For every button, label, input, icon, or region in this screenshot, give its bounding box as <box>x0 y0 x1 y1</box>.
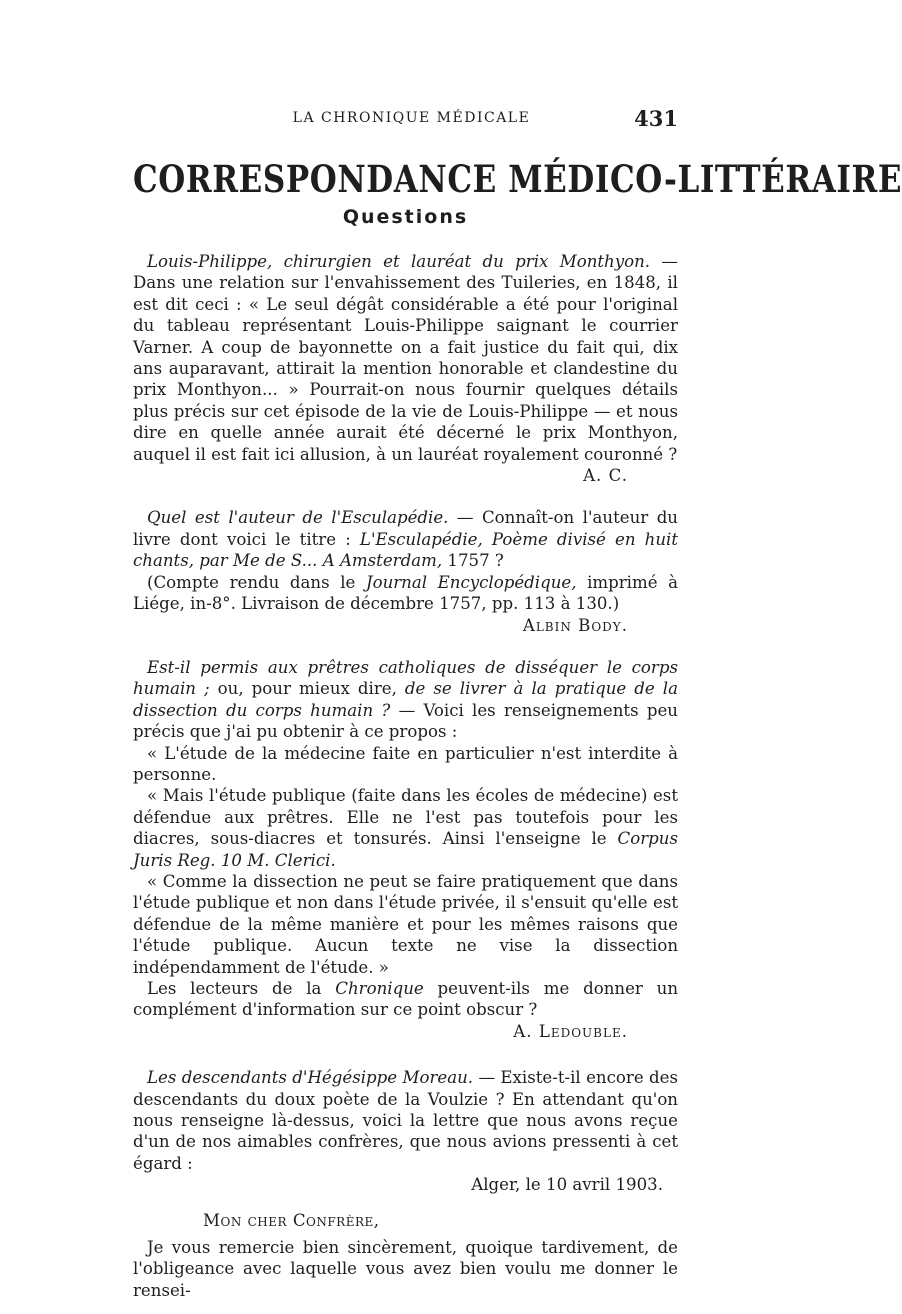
signature-ledouble: A. Ledouble. <box>513 1021 628 1041</box>
letter-text: Je vous remercie bien sincèrement, quoique tardivement, de l'obligeance avec laquelle vous avez bien voulu me donner le rensei- <box>133 1238 678 1300</box>
question-text: 1757 ? <box>442 551 504 571</box>
question-title: Les descendants d'Hégésippe Moreau. <box>147 1068 474 1088</box>
book-title: L'Esculapédie, Poème divisé en huit chants, par Me de S... A Amsterdam, <box>133 529 678 571</box>
journal-reference: Chronique <box>335 979 424 998</box>
question-text: — Connaît-on l'auteur du livre dont voici le titre : <box>133 508 678 549</box>
request-text: Les lecteurs de la <box>147 979 336 998</box>
corpus-reference: Corpus Juris Reg. 10 M. Clerici. <box>133 829 678 870</box>
question-title-continued: de se livrer à la pratique de la dissection du corps humain ? <box>133 679 678 720</box>
letter-dateline: Alger, le 10 avril 1903. <box>471 1175 663 1195</box>
reference-text: imprimé à Liége, in-8°. Livraison de décembre 1757, pp. 113 à 130.) <box>133 572 678 614</box>
letter-salutation: Mon cher Confrère, <box>203 1210 380 1230</box>
quote-text: « Mais l'étude publique (faite dans les écoles de médecine) est défendue aux prêtres. Elle ne l'est pas toutefois pour les diacres, sous-diacres et tonsurés. Ainsi l'enseigne le <box>133 786 678 849</box>
page-number: 431 <box>634 106 678 131</box>
signature-ac: A. C. <box>583 466 628 486</box>
reader-request <box>133 978 678 1021</box>
question-text: — Existe-t-il encore des descendants du doux poète de la Voulzie ? En attendant qu'on nous renseigne là-dessus, voici la lettre que nous avons reçue d'un de nos aimables confrères, que nous avions pressenti à cet égard : <box>133 1068 678 1173</box>
question-title: Quel est l'auteur de l'Esculapédie. <box>147 508 449 528</box>
quote-paragraph: « Comme la dissection ne peut se faire pratiquement que dans l'étude publique et non dans l'étude privée, il s'ensuit qu'elle est défendue de la même manière et pour les mêmes raisons que l'étude publique. Aucun texte ne vise la dissection indépendamment de l'étude. » <box>133 871 678 977</box>
signature-albin-body: Albin Body. <box>522 615 628 635</box>
question-text: ou, pour mieux dire, <box>209 679 405 699</box>
subheading: Questions <box>342 206 469 228</box>
question-title: Est-il permis aux prêtres catholiques de disséquer le corps humain ; <box>133 657 678 699</box>
reference-note <box>133 572 678 615</box>
journal-name: LA CHRONIQUE MÉDICALE <box>292 110 531 126</box>
question-louis-philippe <box>133 251 678 465</box>
question-dissection <box>133 657 678 743</box>
journal-reference: Journal Encyclopédique, <box>365 572 577 592</box>
question-text: — Voici les renseignements peu précis que j'ai pu obtenir à ce propos : <box>133 700 678 742</box>
question-moreau <box>133 1067 678 1174</box>
section-title: CORRESPONDANCE MÉDICO-LITTÉRAIRE <box>133 158 902 202</box>
question-title: Louis-Philippe, chirurgien et lauréat du prix Monthyon. <box>147 252 651 271</box>
article-body <box>133 251 678 1301</box>
request-text: peuvent-ils me donner un complément d'information sur ce point obscur ? <box>133 979 679 1020</box>
quote-paragraph <box>133 785 678 871</box>
running-head <box>133 106 678 132</box>
question-text: — Dans une relation sur l'envahissement des Tuileries, en 1848, il est dit ceci : « Le seul dégât considérable a été pour l'original du tableau représentant Louis-Philippe saignant le courrier Varner. A coup de bayonnette on a fait justice du fait qui, dix ans auparavant, attirait la mention honorable et clandestine du prix Monthyon... » Pourrait-on nous fournir quelques détails plus précis sur cet épisode de la vie de Louis-Philippe — et nous dire en quelle année aurait été décerné le prix Monthyon, auquel il est fait ici allusion, à un lauréat royalement couronné ? <box>133 252 679 464</box>
quote-paragraph: « L'étude de la médecine faite en particulier n'est interdite à personne. <box>133 743 678 784</box>
question-esculapedie <box>133 507 678 571</box>
reference-text: (Compte rendu dans le <box>147 572 366 592</box>
